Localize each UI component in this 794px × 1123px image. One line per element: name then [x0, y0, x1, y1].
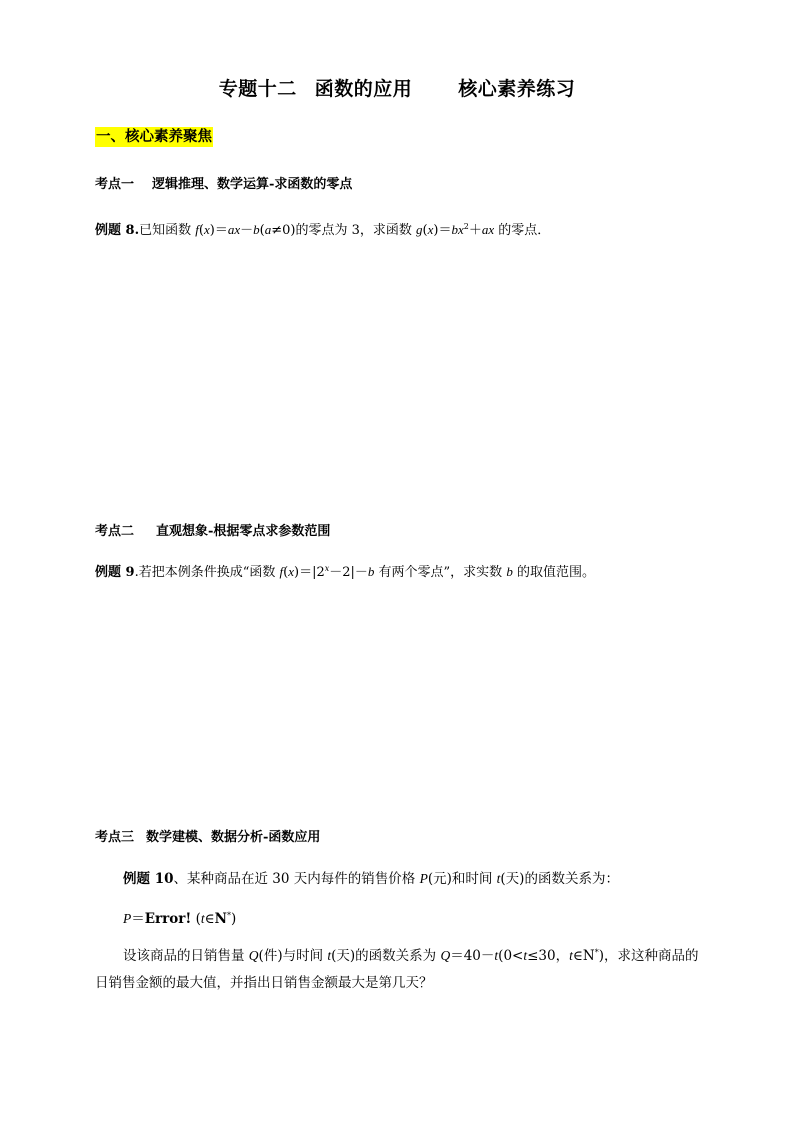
kaodian-3-label: 考点三	[95, 830, 135, 845]
text: ＝	[438, 223, 452, 238]
text: －	[240, 223, 254, 238]
text: (件)与时间	[258, 948, 328, 964]
text: ≠0	[271, 223, 291, 238]
example-8-label: 例题 8.	[95, 223, 140, 238]
var: ax	[227, 222, 241, 237]
kaodian-1-label: 考点一	[95, 177, 135, 192]
text: (	[191, 911, 201, 927]
var: bx	[451, 222, 464, 237]
superscript: 2	[463, 222, 469, 231]
page-title	[0, 74, 794, 101]
text: ＋	[468, 223, 482, 238]
var: a	[264, 222, 272, 237]
text: ∈N	[572, 948, 595, 964]
var: t	[523, 948, 528, 963]
superscript: *	[594, 948, 599, 957]
text: ＝|2	[299, 565, 325, 580]
var: t	[327, 948, 332, 963]
text: 设该商品的日销售量	[123, 948, 249, 964]
text: 的零点．	[494, 223, 551, 238]
var: b	[367, 564, 375, 579]
example-9: 例题 9.若把本例条件换成“函数 $f(x)=|2^x-2|-b$ 有两个零点”，求实数 b 的取值范围。	[95, 564, 595, 580]
example-10-intro	[123, 867, 619, 887]
text: (天)的函数关系为：	[500, 871, 619, 887]
kaodian-1-heading	[95, 173, 352, 192]
text: 的零点为 3，求函数	[295, 223, 416, 238]
text: ∈	[204, 911, 215, 927]
text: ＝	[214, 223, 228, 238]
kaodian-2-label: 考点二	[95, 524, 135, 539]
var: P	[419, 871, 428, 886]
var: t	[496, 871, 501, 886]
text: 、某种商品在近 30 天内每件的销售价格	[173, 871, 420, 887]
example-10-formula	[123, 907, 236, 927]
text: )	[230, 911, 237, 927]
var: x	[203, 222, 210, 237]
text: 的取值范围。	[512, 565, 595, 580]
kaodian-2-text: 直观想象-根据零点求参数范围	[156, 524, 331, 539]
text: .若把本例条件换成“函数	[134, 565, 280, 580]
text: －2|－	[329, 565, 368, 580]
text: ≤30，	[527, 948, 570, 964]
var: b	[506, 564, 513, 579]
var: g	[416, 222, 423, 237]
example-9-label: 例题 9	[95, 565, 135, 580]
var: x	[288, 564, 294, 579]
var: t	[569, 948, 573, 963]
text: 已知函数	[139, 223, 196, 238]
var: Q	[440, 948, 451, 963]
var: ax	[481, 222, 495, 237]
text: (0<	[498, 948, 524, 964]
var: b	[253, 222, 260, 237]
var: f	[195, 222, 199, 237]
title-part2: 函数的应用	[314, 78, 413, 100]
example-10-label: 例题 10	[123, 871, 174, 887]
text: ＝40－	[450, 948, 495, 964]
kaodian-3-heading	[95, 826, 320, 845]
title-part3: 核心素养练习	[458, 78, 576, 100]
kaodian-1-text: 逻辑推理、数学运算-求函数的零点	[152, 177, 353, 192]
var: P	[123, 911, 132, 926]
text: )，求这种商品的日销售金额的最大值，并指出日销售金额最大是第几天？	[95, 948, 699, 991]
superscript: *	[226, 911, 231, 920]
superscript: x	[324, 564, 330, 573]
text: ＝	[131, 911, 145, 927]
example-8: 例题 8.已知函数 f(x)＝ax－b(a≠0)的零点为 3，求函数 $g(x)=bx^2+ax$ 的零点．	[95, 222, 551, 238]
kaodian-2-heading	[95, 520, 330, 539]
var: f	[279, 564, 284, 579]
formula-error: Error!	[144, 911, 192, 927]
set-n: N	[214, 911, 227, 927]
section-heading-core-literacy: 一、核心素养聚焦	[96, 128, 212, 145]
text: 有两个零点”，求实数	[374, 565, 507, 580]
var: t	[494, 948, 499, 963]
var: x	[427, 222, 434, 237]
text: (天)的函数关系为	[331, 948, 441, 964]
var: t	[200, 911, 205, 926]
example-10-paragraph	[95, 942, 707, 997]
title-part1: 专题十二	[218, 78, 297, 100]
var: Q	[248, 948, 259, 963]
text: (元)和时间	[427, 871, 497, 887]
kaodian-3-text: 数学建模、数据分析-函数应用	[146, 830, 321, 845]
